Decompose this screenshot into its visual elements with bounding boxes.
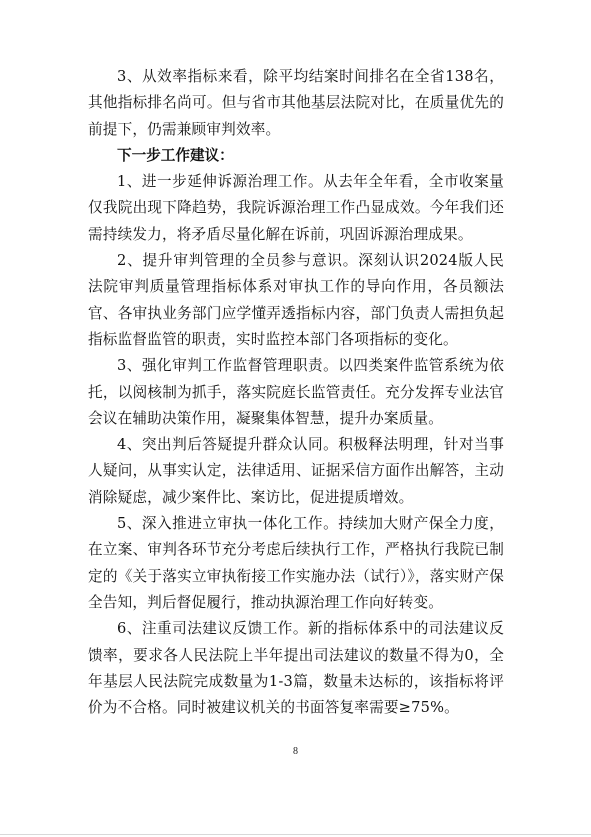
suggestion-paragraph-6: 6、注重司法建议反馈工作。新的指标体系中的司法建议反馈率，要求各人民法院上半年提出司法建议的数量不得为0，全年基层人民法院完成数量为1-3篇，数量未达标的，该指标将评价为不合格。同时被建议机关的书面答复率需要≥75%。 [88,620,504,717]
suggestion-paragraph-4: 4、突出判后答疑提升群众认同。积极释法明理，针对当事人疑问，从事实认定，法律适用、证据采信方面作出解答，主动消除疑虑，减少案件比、案访比，促进提质增效。 [88,436,504,506]
section-heading: 下一步工作建议： [117,146,234,164]
document-body [88,64,504,721]
suggestion-paragraph-2: 2、提升审判管理的全员参与意识。深刻认识2024版人民法院审判质量管理指标体系对审执工作的导向作用，各员额法官、各审执业务部门应学懂弄透指标内容，部门负责人需担负起指标监督监管的职责，实时监控本部门各项指标的变化。 [88,252,504,348]
page-bottom-divider [0,834,591,835]
suggestion-paragraph-1: 1、进一步延伸诉源治理工作。从去年全年看，全市收案量仅我院出现下降趋势，我院诉源治理工作凸显成效。今年我们还需持续发力，将矛盾尽量化解在诉前，巩固诉源治理成果。 [88,173,504,243]
page-number: 8 [293,746,298,757]
suggestion-paragraph-5: 5、深入推进立审执一体化工作。持续加大财产保全力度，在立案、审判各环节充分考虑后续执行工作，严格执行我院已制定的《关于落实立审执衔接工作实施办法（试行）》，落实财产保全告知，判后督促履行，推动执源治理工作向好转变。 [88,515,504,611]
suggestion-paragraph-3: 3、强化审判工作监督管理职责。以四类案件监管系统为依托，以阅核制为抓手，落实院庭长监管责任。充分发挥专业法官会议在辅助决策作用，凝聚集体智慧，提升办案质量。 [88,357,504,427]
efficiency-paragraph: 3、从效率指标来看，除平均结案时间排名在全省138名，其他指标排名尚可。但与省市其他基层法院对比，在质量优先的前提下，仍需兼顾审判效率。 [88,68,504,138]
